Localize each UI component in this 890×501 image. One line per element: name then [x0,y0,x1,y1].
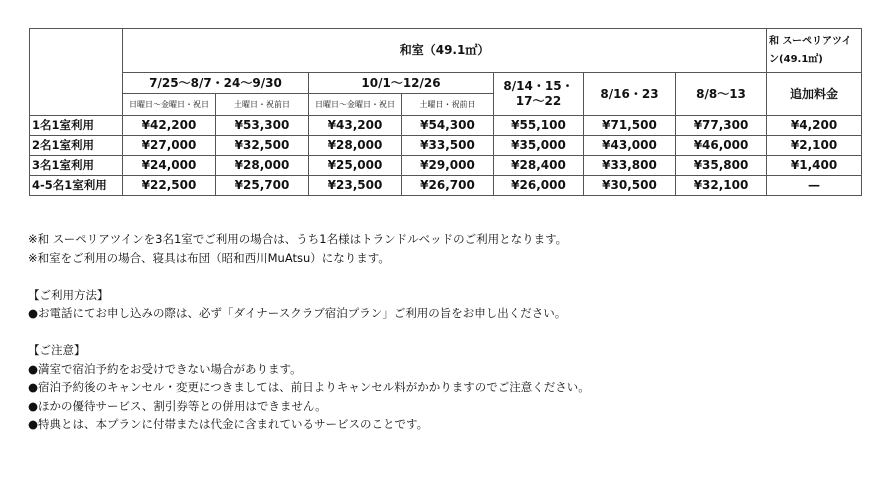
price-cell: ¥30,500 [584,176,676,196]
header-washitsu: 和室（49.1㎡） [123,29,767,73]
table-row [30,156,862,176]
price-cell: ¥32,100 [676,176,767,196]
price-cell: ¥28,000 [309,136,402,156]
price-cell: ¥35,800 [676,156,767,176]
row-label: 4-5名1室利用 [30,176,123,196]
header-superior-twin: 和 スーペリアツイン(49.1㎡) [767,29,862,73]
price-cell: ¥27,000 [123,136,216,156]
price-cell: ¥25,000 [309,156,402,176]
price-cell: ¥26,700 [402,176,494,196]
price-cell: ¥43,000 [584,136,676,156]
price-cell: ¥22,500 [123,176,216,196]
caution-item: ●宿泊予約後のキャンセル・変更につきましては、前日よりキャンセル料がかかりますのでご注意ください。 [28,380,590,394]
price-cell: ¥53,300 [216,116,309,136]
price-cell: ¥43,200 [309,116,402,136]
table-row [30,116,862,136]
price-cell: ¥26,000 [494,176,584,196]
period-header: 8/16・23 [584,73,676,116]
row-label: 2名1室利用 [30,136,123,156]
caution-item: ●ほかの優待サービス、割引券等との併用はできません。 [28,398,327,413]
period-header: 8/14・15・17〜22 [494,73,584,116]
extra-fee-cell: ¥4,200 [767,116,862,136]
extra-fee-cell: ¥2,100 [767,136,862,156]
price-cell: ¥35,000 [494,136,584,156]
extra-fee-header: 追加料金 [767,73,862,116]
subheader-weekend: 土曜日・祝前日 [402,94,494,116]
subheader-weekday: 日曜日〜金曜日・祝日 [123,94,216,116]
price-cell: ¥28,000 [216,156,309,176]
price-cell: ¥28,400 [494,156,584,176]
extra-fee-cell: ¥1,400 [767,156,862,176]
row-label: 3名1室利用 [30,156,123,176]
extra-fee-cell: — [767,176,862,196]
price-cell: ¥54,300 [402,116,494,136]
price-cell: ¥33,500 [402,136,494,156]
price-cell: ¥46,000 [676,136,767,156]
caution-heading: 【ご注意】 [28,343,86,357]
price-cell: ¥24,000 [123,156,216,176]
usage-heading: 【ご利用方法】 [28,287,109,302]
period-header: 7/25〜8/7・24〜9/30 [123,73,309,94]
subheader-weekday: 日曜日〜金曜日・祝日 [309,94,402,116]
price-cell: ¥71,500 [584,116,676,136]
notes-section [28,230,590,434]
note-futon: ※和室をご利用の場合、寝具は布団（昭和西川MuAtsu）になります。 [28,250,390,265]
table-row [30,136,862,156]
price-cell: ¥42,200 [123,116,216,136]
price-cell: ¥29,000 [402,156,494,176]
caution-item: ●満室で宿泊予約をお受けできない場合があります。 [28,361,302,376]
price-cell: ¥25,700 [216,176,309,196]
price-cell: ¥55,100 [494,116,584,136]
price-cell: ¥32,500 [216,136,309,156]
price-cell: ¥33,800 [584,156,676,176]
caution-item: ●特典とは、本プランに付帯または代金に含まれているサービスのことです。 [28,417,429,431]
period-header: 8/8〜13 [676,73,767,116]
price-cell: ¥23,500 [309,176,402,196]
rate-table [29,28,862,196]
table-row [30,176,862,196]
row-label: 1名1室利用 [30,116,123,136]
corner-cell [30,29,123,116]
price-cell: ¥77,300 [676,116,767,136]
note-trundle-bed: ※和 スーペリアツインを3名1室でご利用の場合は、うち1名様はトランドルベッドのご利用となります。 [28,232,568,246]
usage-item: ●お電話にてお申し込みの際は、必ず「ダイナースクラブ宿泊プラン」ご利用の旨をお申し出ください。 [28,306,567,320]
period-header: 10/1〜12/26 [309,73,494,94]
subheader-weekend: 土曜日・祝前日 [216,94,309,116]
